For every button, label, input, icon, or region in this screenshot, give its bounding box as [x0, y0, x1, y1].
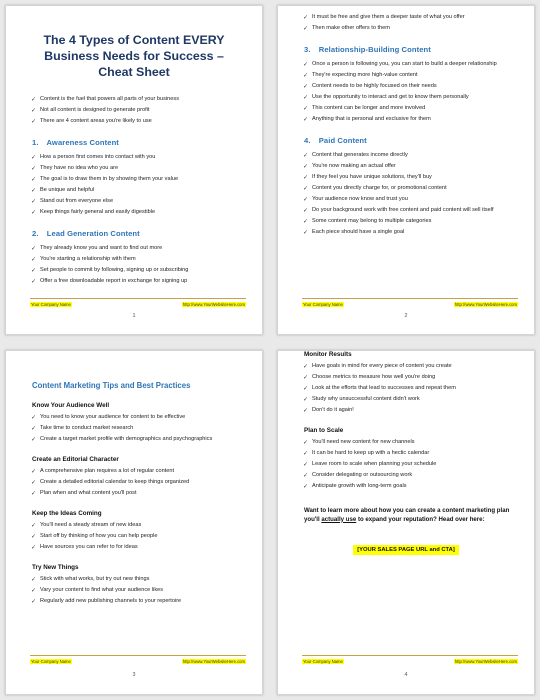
subheading-know-audience: Know Your Audience Well	[32, 402, 110, 409]
list-item: ✓ How a person first comes into contact with you	[32, 154, 248, 162]
list-item: ✓ Anticipate growth with long-term goals	[304, 483, 520, 491]
list-item: ✓ Content you directly charge for, or promotional content	[304, 185, 520, 193]
editorial-character-list	[6, 468, 262, 498]
list-item: ✓ This content can be longer and more involved	[304, 105, 520, 113]
list-item: ✓ Some content may belong to multiple categories	[304, 218, 520, 226]
list-item: ✓ Leave room to scale when planning your schedule	[304, 461, 520, 469]
sales-page-cta[interactable]: [YOUR SALES PAGE URL and CTA]	[353, 545, 459, 555]
list-item: ✓ Start off by thinking of how you can help people	[32, 533, 248, 541]
list-item: ✓ They already know you and want to find out more	[32, 245, 248, 253]
list-item: ✓ You'll need new content for new channels	[304, 439, 520, 447]
list-item: ✓ Do your background work with free content and paid content will sell itself	[304, 207, 520, 215]
page-footer	[30, 298, 246, 307]
list-item: ✓ Choose metrics to measure how well you're doing	[304, 374, 520, 382]
list-item: ✓ Content is the fuel that powers all parts of your business	[32, 96, 248, 104]
section-number: 2.	[32, 229, 39, 239]
section-heading-relationship-building	[304, 45, 514, 54]
intro-list	[6, 96, 262, 126]
list-item: ✓ Stick with what works, but try out new things	[32, 576, 248, 584]
page-number: 1	[132, 313, 136, 319]
tips-title: Content Marketing Tips and Best Practices	[32, 381, 191, 390]
list-item: ✓ Not all content is designed to generate profit	[32, 107, 248, 115]
list-item: ✓ There are 4 content areas you're likely to use	[32, 118, 248, 126]
list-item: ✓ Consider delegating or outsourcing work	[304, 472, 520, 480]
subheading-editorial-character: Create an Editorial Character	[32, 455, 119, 463]
list-item: ✓ You need to know your audience for content to be effective	[32, 414, 248, 422]
list-item: ✓ Don't do it again!	[304, 407, 520, 415]
try-new-things-list	[6, 576, 262, 606]
list-item: ✓ It can be hard to keep up with a hectic calendar	[304, 450, 520, 458]
list-item: ✓ Plan when and what content you'll post	[32, 490, 248, 498]
page-number: 2	[404, 313, 408, 319]
plan-to-scale-list	[278, 439, 534, 491]
lead-generation-list	[6, 245, 262, 286]
list-item: ✓ You're starting a relationship with them	[32, 256, 248, 264]
list-item: ✓ Offer a free downloadable report in exchange for signing up	[32, 278, 248, 286]
page-title: The 4 Types of Content EVERY Business Needs for Success – Cheat Sheet	[43, 33, 225, 80]
section-heading-lead-generation	[32, 229, 242, 238]
list-item: ✓ Be unique and helpful	[32, 187, 248, 195]
footer-website[interactable]: http://www.YourWebsiteHere.com	[182, 659, 245, 664]
subheading-plan-to-scale: Plan to Scale	[304, 426, 344, 434]
footer-company-name: Your Company Name	[303, 659, 343, 664]
closing-call-to-action-text	[304, 507, 516, 525]
section-number: 4.	[304, 135, 311, 145]
relationship-building-list	[278, 61, 534, 124]
cta-wrapper	[278, 538, 534, 556]
subheading-monitor-results: Monitor Results	[304, 351, 352, 358]
footer-company-name: Your Company Name	[31, 302, 71, 307]
footer-company-name: Your Company Name	[31, 659, 71, 664]
list-item: ✓ If they feel you have unique solutions, they'll buy	[304, 174, 520, 182]
subheading-ideas-coming: Keep the Ideas Coming	[32, 509, 102, 517]
page-footer	[30, 655, 246, 664]
list-item: ✓ Study why unsuccessful content didn't work	[304, 396, 520, 404]
closing-text-end: to expand your reputation? Head over here:	[356, 515, 485, 523]
awareness-list	[6, 154, 262, 217]
list-item: ✓ Anything that is personal and exclusive for them	[304, 116, 520, 124]
list-item: ✓ Use the opportunity to interact and get to know them personally	[304, 94, 520, 102]
document-page-2	[277, 5, 535, 335]
list-item: ✓ Have sources you can refer to for ideas	[32, 544, 248, 552]
ideas-coming-list	[6, 522, 262, 552]
page-number: 3	[132, 672, 136, 678]
lead-generation-list-continued	[278, 14, 534, 33]
section-title: Awareness Content	[46, 138, 119, 148]
closing-text-underlined: actually use	[321, 515, 357, 523]
list-item: ✓ Take time to conduct market research	[32, 425, 248, 433]
subheading-try-new-things: Try New Things	[32, 563, 79, 571]
section-heading-paid-content	[304, 136, 514, 145]
list-item: ✓ Each piece should have a single goal	[304, 229, 520, 237]
section-title: Paid Content	[318, 135, 367, 145]
document-page-3	[5, 350, 263, 695]
list-item: ✓ They're expecting more high-value content	[304, 72, 520, 80]
page-footer	[302, 298, 518, 307]
footer-company-name: Your Company Name	[303, 302, 343, 307]
monitor-results-list	[278, 363, 534, 415]
section-heading-awareness	[32, 138, 242, 147]
page-footer	[302, 655, 518, 664]
footer-website[interactable]: http://www.YourWebsiteHere.com	[182, 302, 245, 307]
section-number: 1.	[32, 138, 39, 148]
list-item: ✓ Content that generates income directly	[304, 152, 520, 160]
list-item: ✓ A comprehensive plan requires a lot of regular content	[32, 468, 248, 476]
list-item: ✓ Create a detailed editorial calendar to keep things organized	[32, 479, 248, 487]
document-page-1	[5, 5, 263, 335]
list-item: ✓ Stand out from everyone else	[32, 198, 248, 206]
section-number: 3.	[304, 44, 311, 54]
document-page-4	[277, 350, 535, 695]
footer-website[interactable]: http://www.YourWebsiteHere.com	[454, 302, 517, 307]
list-item: ✓ Create a target market profile with demographics and psychographics	[32, 436, 248, 444]
list-item: ✓ Regularly add new publishing channels to your repertoire	[32, 598, 248, 606]
list-item: ✓ Content needs to be highly focused on their needs	[304, 83, 520, 91]
footer-website[interactable]: http://www.YourWebsiteHere.com	[454, 659, 517, 664]
list-item: ✓ Your audience now know and trust you	[304, 196, 520, 204]
page-number: 4	[404, 672, 408, 678]
closing-text-start: Want to learn more about how you can create a content marketing plan you'll	[304, 506, 510, 523]
know-audience-list	[6, 414, 262, 444]
list-item: ✓ The goal is to draw them in by showing them your value	[32, 176, 248, 184]
paid-content-list	[278, 152, 534, 237]
list-item: ✓ Look at the efforts that lead to successes and repeat them	[304, 385, 520, 393]
list-item: ✓ Vary your content to find what your audience likes	[32, 587, 248, 595]
list-item: ✓ Keep things fairly general and easily digestible	[32, 209, 248, 217]
list-item: ✓ Then make other offers to them	[304, 25, 520, 33]
list-item: ✓ Set people to commit by following, signing up or subscribing	[32, 267, 248, 275]
section-title: Lead Generation Content	[46, 229, 140, 239]
section-title: Relationship-Building Content	[318, 44, 431, 54]
list-item: ✓ Once a person is following you, you can start to build a deeper relationship	[304, 61, 520, 69]
list-item: ✓ It must be free and give them a deeper taste of what you offer	[304, 14, 520, 22]
list-item: ✓ You're now making an actual offer	[304, 163, 520, 171]
list-item: ✓ Have goals in mind for every piece of content you create	[304, 363, 520, 371]
list-item: ✓ They have no idea who you are	[32, 165, 248, 173]
list-item: ✓ You'll need a steady stream of new ideas	[32, 522, 248, 530]
